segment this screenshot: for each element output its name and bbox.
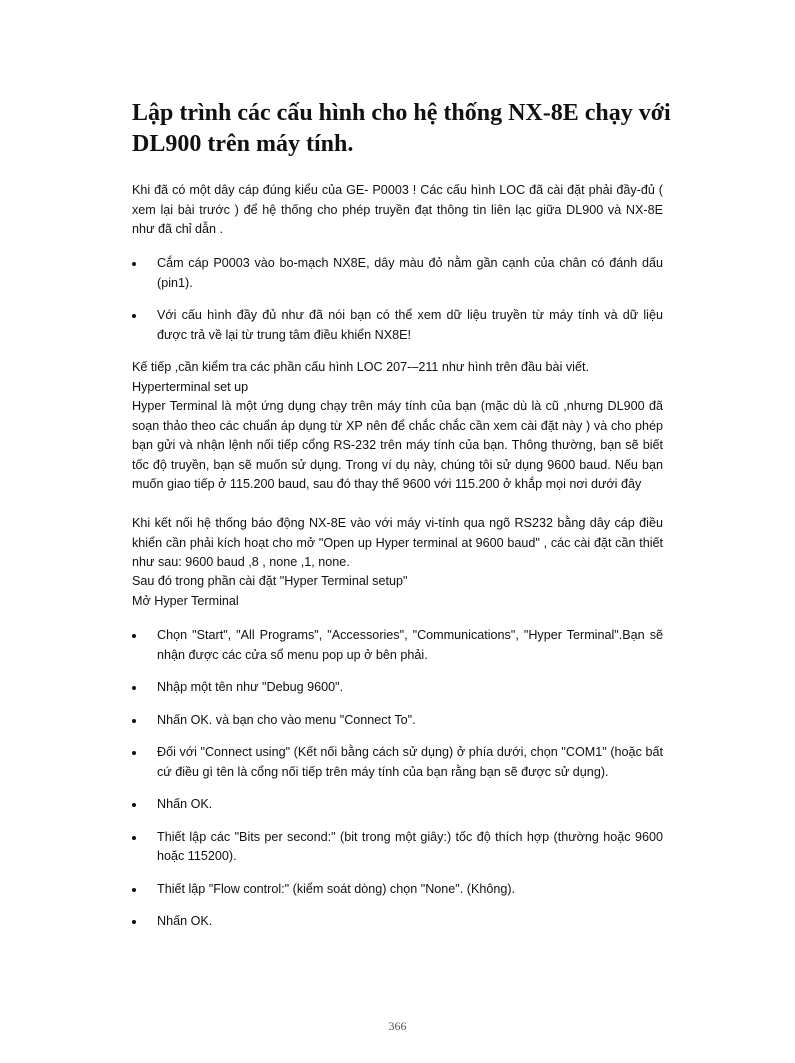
setup-intro: [132, 358, 663, 397]
list-item: Nhấn OK. và bạn cho vào menu "Connect To".: [132, 711, 663, 731]
list-item: Nhấn OK.: [132, 912, 663, 932]
open-line: Mở Hyper Terminal: [132, 593, 239, 608]
bullet-icon: [132, 686, 136, 690]
list-item: Cắm cáp P0003 vào bo-mạch NX8E, dây màu đỏ nằm gần cạnh của chân có đánh dấu (pin1).: [132, 254, 663, 293]
page-number: 366: [388, 1019, 407, 1033]
bullet-icon: [132, 262, 136, 266]
bullet-icon: [132, 634, 136, 638]
hyperterminal-paragraph: Hyper Terminal là một ứng dụng chạy trên máy tính của bạn (mặc dù là cũ ,nhưng DL900 đã soạn thảo theo các chuẩn áp dụng từ XP nên để chắc chắc cần xem cài đặt này ) và cho phép bạn gửi và nhận lệnh nối tiếp cổng RS-232 trên máy tính của bạn. Thông thường, bạn sẽ biết tốc độ truyền, bạn sẽ muốn sử dụng. Trong ví dụ này, chúng tôi sử dụng 9600 baud. Nếu bạn muốn giao tiếp ở 115.200 baud, sau đó thay thế 9600 với 115.200 ở khắp mọi nơi dưới đây: [132, 399, 663, 491]
section-heading: Hyperterminal set up: [132, 379, 249, 394]
bullet-icon: [132, 314, 136, 318]
bullet-icon: [132, 836, 136, 840]
list-item: Đối với "Connect using" (Kết nối bằng cách sử dụng) ở phía dưới, chọn "COM1" (hoặc bất cứ điều gì tên là cổng nối tiếp trên máy tính của bạn rằng bạn sẽ được sử dụng).: [132, 743, 663, 782]
bullet-icon: [132, 751, 136, 755]
connect-paragraph: Khi kết nối hệ thống báo động NX-8E vào với máy vi-tính qua ngõ RS232 bằng dây cáp điều khiển cần phải kích hoạt cho mở "Open up Hyper terminal at 9600 baud" , các cài đặt cần thiết như sau: 9600 baud ,8 , none ,1, none.: [132, 516, 663, 569]
bullet-icon: [132, 920, 136, 924]
bullet-icon: [132, 719, 136, 723]
page-title: Lập trình các cấu hình cho hệ thống NX-8E chạy với DL900 trên máy tính.: [132, 100, 671, 157]
list-item: Thiết lập các "Bits per second:" (bit trong một giây:) tốc độ thích hợp (thường hoặc 9600 hoặc 115200).: [132, 828, 663, 867]
intro-paragraph: Khi đã có một dây cáp đúng kiểu của GE- P0003 ! Các cấu hình LOC đã cài đặt phải đầy-đủ ( xem lại bài trước ) để hệ thống cho phép truyền đạt thông tin liên lạc giữa DL900 và NX-8E như đã chỉ dẫn .: [132, 183, 663, 236]
next-step-line: Kế tiếp ,cần kiểm tra các phần cấu hình LOC 207-–211 như hình trên đầu bài viết.: [132, 360, 589, 374]
setup-line: Sau đó trong phần cài đặt "Hyper Terminal setup": [132, 574, 408, 588]
bullet-list-1: [132, 254, 663, 345]
bullet-icon: [132, 888, 136, 892]
list-item: Với cấu hình đầy đủ như đã nói bạn có thể xem dữ liệu truyền từ máy tính và dữ liệu được trả về lại từ trung tâm điều khiển NX8E!: [132, 306, 663, 345]
setup-lines: [132, 572, 663, 611]
list-item: Nhấn OK.: [132, 795, 663, 815]
bullet-icon: [132, 803, 136, 807]
list-item: Nhập một tên như "Debug 9600".: [132, 678, 663, 698]
list-item: Thiết lập "Flow control:" (kiểm soát dòng) chọn "None". (Không).: [132, 880, 663, 900]
list-item: Chọn "Start", "All Programs", "Accessories", "Communications", "Hyper Terminal".Bạn sẽ nhận được các cửa sổ menu pop up ở bên phải.: [132, 626, 663, 665]
bullet-list-2: [132, 626, 663, 932]
